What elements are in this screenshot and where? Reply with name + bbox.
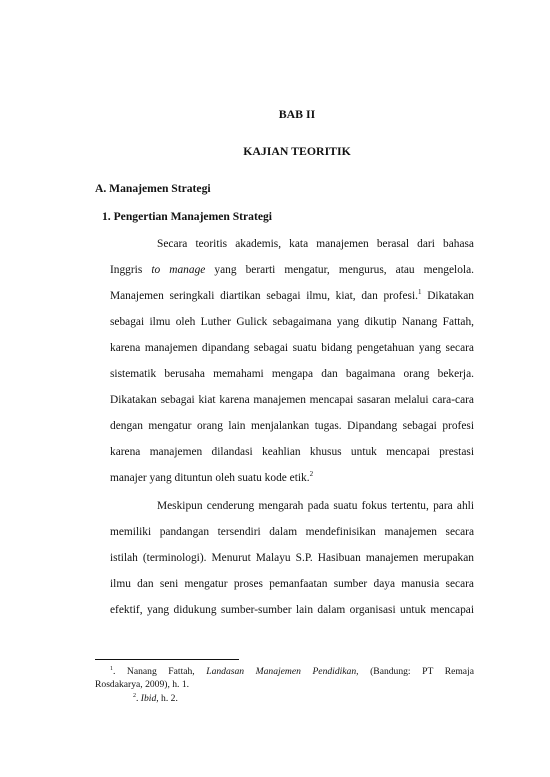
paragraph-line: karena manajemen dipandang sebagai suatu bidang pengetahuan yang secara (110, 342, 474, 354)
paragraph-line (110, 290, 474, 302)
footnote-divider (95, 659, 239, 660)
italic-term: to manage (151, 264, 206, 276)
paragraph-line: sebagai ilmu oleh Luther Gulick sebagaimana yang dikutip Nanang Fattah, (110, 316, 474, 328)
ibid-term: Ibid, (140, 693, 159, 704)
footnote-1-continuation: Rosdakarya, 2009), h. 1. (95, 679, 190, 690)
chapter-heading: BAB II (278, 107, 316, 121)
paragraph-line: efektif, yang didukung sumber-sumber lain dalam organisasi untuk mencapai (110, 604, 474, 616)
text-span: Manajemen seringkali diartikan sebagai ilmu, kiat, dan profesi. (110, 290, 418, 302)
text-span: . (136, 693, 141, 704)
chapter-title: KAJIAN TEORITIK (243, 144, 351, 158)
paragraph-line: sistematik berusaha memahami mengapa dan bagaimana orang bekerja. (110, 368, 474, 380)
paragraph-line (110, 264, 474, 276)
text-span: manajer yang dituntun oleh suatu kode etik. (110, 472, 310, 484)
text-span: Dikatakan (421, 290, 474, 302)
footnote-number: 2 (133, 693, 136, 699)
paragraph-line: istilah (terminologi). Menurut Malayu S.P. Hasibuan manajemen merupakan (110, 552, 474, 564)
paragraph-line: memiliki pandangan tersendiri dalam mendefinisikan manajemen secara (110, 526, 474, 538)
text-span: . Nanang Fattah, (113, 666, 195, 677)
paragraph-line: Meskipun cenderung mengarah pada suatu fokus tertentu, para ahli (157, 500, 474, 512)
footnote-1 (110, 666, 474, 677)
paragraph-line: Dikatakan sebagai kiat karena manajemen mencapai sasaran melalui cara-cara (110, 394, 474, 406)
text-span: yang berarti mengatur, mengurus, atau mengelola. (214, 264, 474, 276)
footnote-ref[interactable]: 2 (309, 470, 314, 478)
footnote-2 (133, 693, 178, 704)
subsection-heading: 1. Pengertian Manajemen Strategi (102, 210, 273, 223)
text-span: h. 2. (158, 693, 178, 704)
paragraph-line: Secara teoritis akademis, kata manajemen berasal dari bahasa (157, 238, 474, 250)
text-span: Inggris (110, 264, 143, 276)
paragraph-line (110, 472, 474, 484)
book-title: Landasan Manajemen Pendidikan, (206, 666, 359, 677)
paragraph-line: ilmu dan seni mengatur proses pemanfaatan sumber daya manusia secara (110, 578, 474, 590)
footnote-ref[interactable]: 1 (417, 288, 422, 296)
paragraph-line: dengan mengatur orang lain menjalankan tugas. Dipandang sebagai profesi (110, 420, 474, 432)
section-heading: A. Manajemen Strategi (95, 182, 211, 195)
text-span: (Bandung: PT Remaja (370, 666, 474, 677)
paragraph-line: karena manajemen dilandasi keahlian khusus untuk mencapai prestasi (110, 446, 474, 458)
footnote-number: 1 (110, 666, 113, 672)
